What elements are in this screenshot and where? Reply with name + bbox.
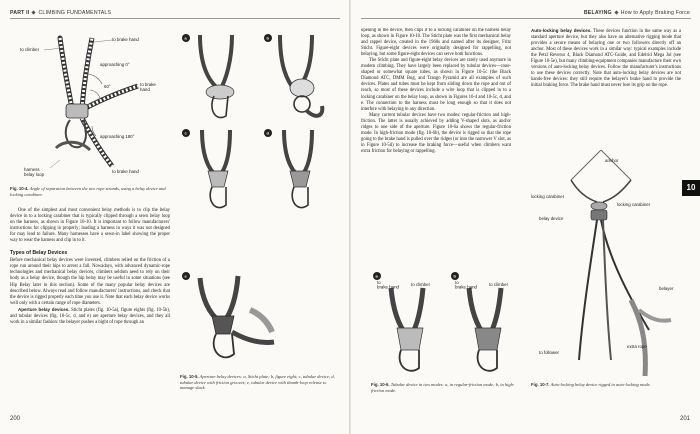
label-to-brake-hand-top: to brake hand — [112, 37, 139, 42]
label-approaching-0: approaching 0° — [100, 62, 130, 67]
fig-10-4-illustration — [20, 28, 170, 183]
panel-a — [182, 34, 234, 118]
left-head-rule — [10, 18, 340, 19]
svg-text:c: c — [184, 130, 187, 136]
right-column-2: Auto-locking belay devices. These devices function in the same way as a standard aperture device, but they also have an alternative rigging mode that provides a secure means of belaying one or two followers directly off an anchor. Most of these devices work in a similar way: typical examples include the Petzl Reverso 4, Black Diamond ATC-Guide, and Edelrid Mega Jul (see Figure 10-5e), but many climbing-equipment companies manufacture their own versions of auto-locking belay devices. Follow the manufacturer's instructions to use these devices correctly. Note that auto-locking belay devices are not hands-free devices: they still require the belayer's brake hand to provide the initial braking force. The brake hand must never lose its grip on the rope. — [531, 28, 681, 89]
section-heading: Types of Belay Devices — [10, 250, 68, 257]
label-6b-brake-2: brake hand — [455, 284, 477, 290]
label-60-degrees: 60° — [104, 84, 111, 89]
label-6b-brake-1: to — [455, 280, 459, 285]
fig-10-5-e — [180, 270, 280, 370]
paragraph-modes: Many current tubular devices have two modes: regular-friction and high-friction. The latter is usually achieved by adding V-shaped slots, as and/or ridges to one side of the aperture. Figure 10-6a shows the regular-friction mode. In high-friction mode (fig. 10-6b), the device is rigged so that the rope going to the brake hand is pulled over the ridges (or into the narrower V slot, as in Figure 10-5d) to increase the braking force—useful when climbers want extra friction for belaying or rappelling. — [361, 112, 511, 154]
label-6b-climber: to climber — [489, 282, 509, 287]
fig-10-7-illustration — [531, 150, 691, 380]
part-label: PART II — [10, 10, 30, 16]
svg-text:d: d — [266, 130, 269, 136]
fig-10-6-illustration — [371, 270, 521, 380]
fig-10-5-caption: Fig. 10-5. Aperture belay devices: a, Sticht plate; b, figure eight; c, tubular device; d, tubular device with friction grooves; e, tubular device with thumb-loop release to manage slack. — [180, 374, 335, 391]
label-to-brake-hand-bottom: to brake hand — [112, 169, 139, 174]
right-column-1 — [361, 28, 511, 263]
label-locking-carabiner-2: locking carabiner — [617, 202, 651, 207]
left-column-1: One of the simplest and most convenient belay methods is to clip the belay device in to a locking carabiner that is typically clipped through a sewn belay loop on the harness, as shown in Figure 10-10. It is important to follow manufacturers' instructions for clipping in properly; loading a harness in ways it was not designed for may lead to failure. Many harnesses have a sewn-in label showing the proper way to wear the harness and clip in to it. Types of Belay Devices Before mechanical belay devices were invented, climbers relied on the friction of a rope run around their hips to arrest a fall. Nowadays, with advanced dynamic-rope technologies and mechanical belay devices, climbers seldom need to rely on their body as a belay device, though the hip belay may be useful in some situations (see Hip Belay later in this section). Some of the many popular belay devices are described below. Always read and follow manufacturers' instructions, and check that the device is rigged properly each time you use it. Note that each belay device works well only with a certain range of rope diameters. Aperture belay devices. Sticht plates (fig. 10-5a), figure eights (fig. 10-5b), and tubular devices (fig. 10-5c, d, and e) are aperture belay devices, and they all work in a similar fashion: the belayer pushes a bight of rope through an — [10, 208, 171, 325]
part-title: CLIMBING FUNDAMENTALS — [38, 10, 112, 16]
panel-d — [264, 129, 312, 208]
label-to-climber: to climber — [20, 47, 40, 52]
label-6a-climber: to climber — [411, 282, 431, 287]
paragraph-sticht: opening in the device, then clips it to a locking carabiner on the harness belay loop, as shown in Figure 10-10. The Sticht plate was the first mechanical belay and rappel device, created in the 1960s and named after its designer, Fritz Sticht. Figure-eight devices were originally designed for rappelling, not belaying, but some figure-eight devices can serve both functions. — [361, 28, 511, 58]
svg-text:a: a — [375, 273, 378, 279]
label-belayer: belayer — [659, 286, 674, 291]
fig-10-7-caption: Fig. 10-7. Auto-locking belay device rigged in auto-locking mode. — [531, 382, 651, 387]
label-harness-2: belay loop — [24, 172, 45, 177]
label-6a-brake-2: brake hand — [377, 284, 399, 290]
label-locking-carabiner-1: locking carabiner — [531, 194, 565, 199]
label-to-brake-hand-mid-1: to brake — [140, 82, 156, 87]
left-folio: 200 — [10, 416, 21, 422]
label-to-follower: to follower — [539, 350, 560, 355]
fig-10-6-panel-a — [373, 272, 431, 371]
paragraph-types: Before mechanical belay devices were invented, climbers relied on the friction of a rope run around their hips to arrest a fall. Nowadays, with advanced dynamic-rope technologies and mechanical belay devices, climbers seldom need to rely on their body as a belay device, though the hip belay may be useful in some situations (see Hip Belay later in this section). Some of the many popular belay devices are described below. Always read and follow manufacturers' instructions, and check that the device is rigged properly each time you use it. Note that each belay device works well only with a certain range of rope diameters. — [10, 258, 170, 306]
label-extra-rope: extra rope — [627, 344, 647, 349]
svg-text:a: a — [184, 35, 187, 41]
fig-10-4-caption: Fig. 10-4. Angle of separation between the two rope strands, using a belay device and locking carabiner. — [10, 186, 166, 197]
section-title: How to Apply Braking Force — [620, 10, 690, 16]
label-harness-1: harness — [24, 167, 40, 172]
fig-10-6-panel-b — [451, 272, 509, 371]
label-to-brake-hand-mid-2: hand — [140, 87, 150, 92]
run-in-autolocking: Auto-locking belay devices. — [531, 28, 592, 33]
left-page — [0, 0, 349, 434]
right-folio: 201 — [679, 416, 690, 422]
svg-text:e: e — [184, 273, 187, 279]
chapter-title: BELAYING — [583, 10, 612, 16]
paragraph-tubular: The Sticht plate and figure-eight belay devices are rarely used anymore in modern climbing. They have largely been replaced by tubular devices—cone-shaped or somewhat square tubes, as shown in Figure 10-5c (the Black Diamond ATC, DMM Bug, and Trango Pyramid are all examples of such devices. Plates and tubes must be kept from sliding down the rope and out of reach, so most of these devices include a wire loop that is clipped in to a locking carabiner on the belay loop, as shown in Figures 10-4 and 10-5c, d, and e. The connection to the harness must be long enough so that it does not interfere with belaying in any direction. — [361, 58, 511, 112]
fig-10-6-caption: Fig. 10-6. Tubular device in two modes: a, in regular-friction mode; b, in high-friction mode. — [371, 382, 515, 393]
svg-text:b: b — [453, 273, 456, 279]
fig-10-5-abcd — [180, 30, 340, 220]
left-running-head — [10, 10, 111, 16]
label-belay-device: belay device — [539, 216, 564, 221]
label-6a-brake-1: to — [377, 280, 381, 285]
panel-b — [264, 34, 322, 116]
panel-c — [182, 129, 230, 208]
right-head-rule — [361, 18, 691, 19]
paragraph-belay-intro: One of the simplest and most convenient belay methods is to clip the belay device in to a locking carabiner that is typically clipped through a sewn belay loop on the harness, as shown in Figure 10-10. It is important to follow manufacturers' instructions for clipping in properly; loading a harness in ways it was not designed for may lead to failure. Many harnesses have a sewn-in label showing the proper way to wear the harness and clip in to it. — [10, 208, 170, 244]
label-approaching-180: approaching 180° — [100, 134, 135, 139]
svg-text:b: b — [266, 35, 269, 41]
chapter-tab: 10 — [682, 180, 700, 196]
label-anchor: anchor — [605, 158, 619, 163]
run-in-aperture: Aperture belay devices. — [18, 306, 70, 312]
right-running-head — [584, 10, 690, 16]
